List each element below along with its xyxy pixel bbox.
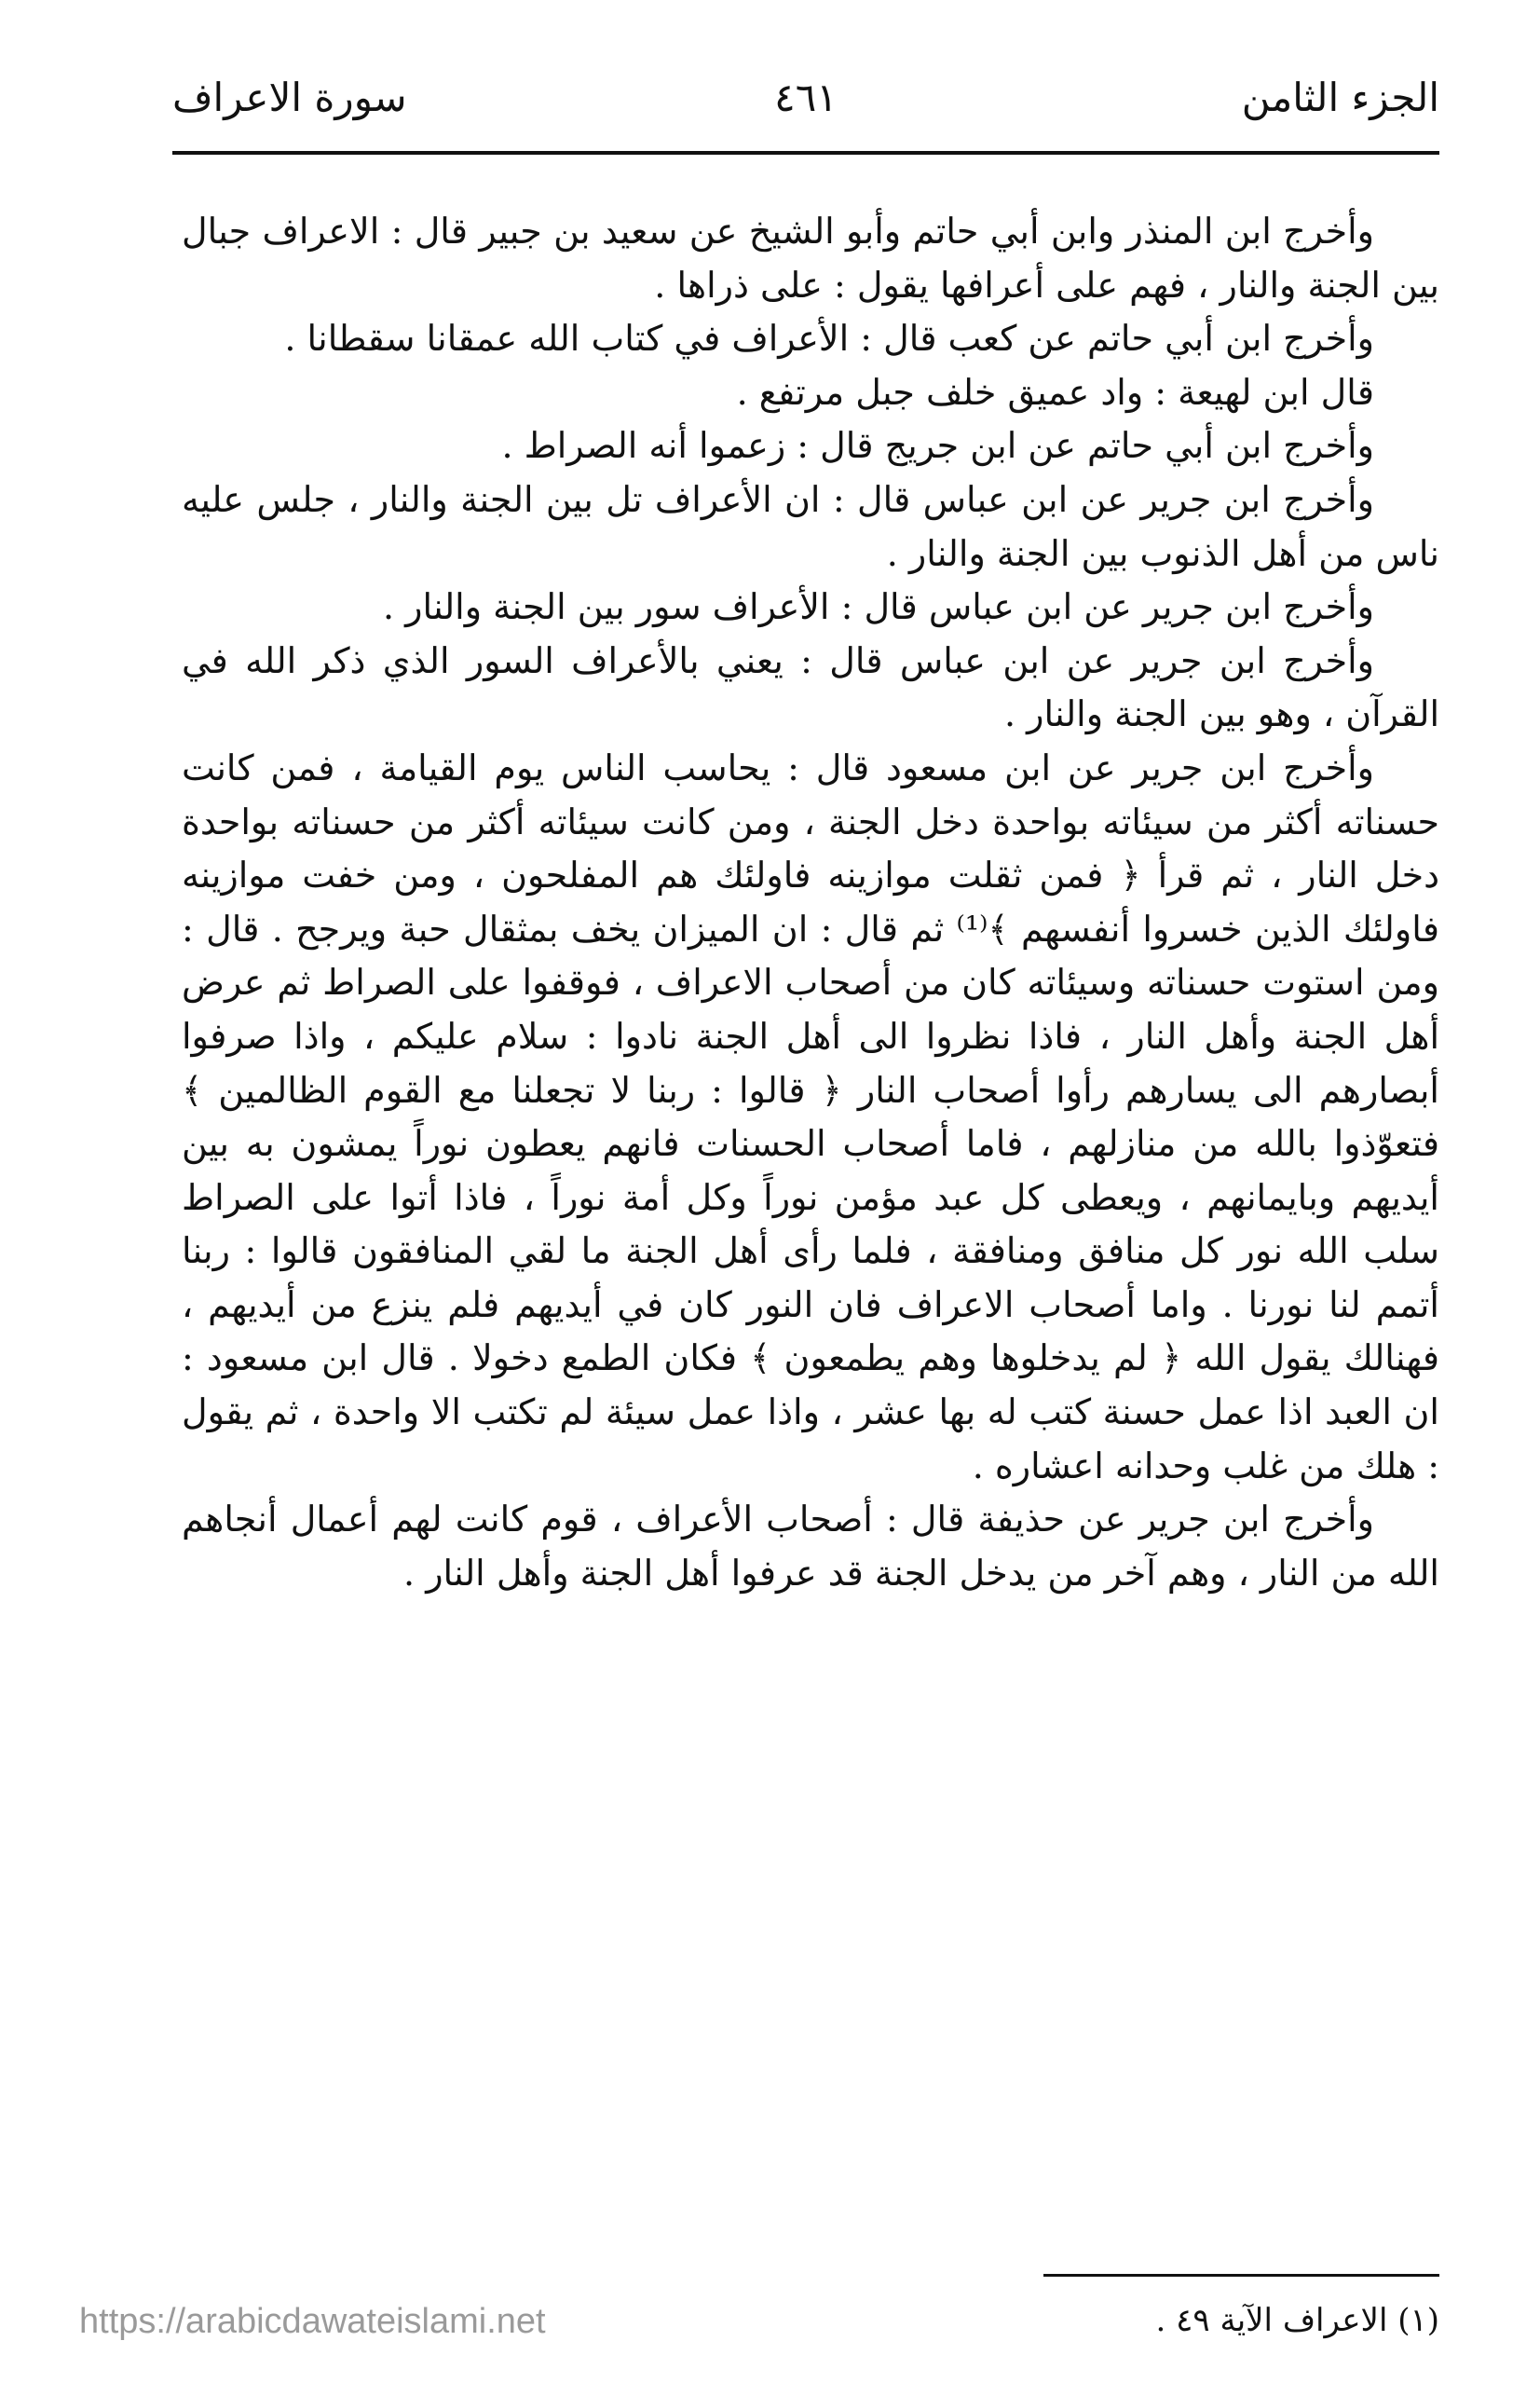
paragraph: وأخرج ابن جرير عن حذيفة قال : أصحاب الأعراف ، قوم كانت لهم أعمال أنجاهم الله من النار ، وهم آخر من يدخل الجنة قد عرفوا أهل الجنة وأهل النار . [182, 1499, 1439, 1594]
surah-title: سورة الاعراف [172, 75, 407, 120]
paragraph: وأخرج ابن المنذر وابن أبي حاتم وأبو الشيخ عن سعيد بن جبير قال : الاعراف جبال بين الجنة والنار ، فهم على أعرافها يقول : على ذراها . [182, 211, 1439, 306]
paragraph: قال ابن لهيعة : واد عميق خلف جبل مرتفع . [736, 371, 1374, 413]
paragraph: وأخرج ابن أبي حاتم عن كعب قال : الأعراف في كتاب الله عمقانا سقطانا . [284, 318, 1374, 360]
page-number: ٤٦١ [774, 75, 838, 120]
footnote: (١) الاعراف الآية ٤٩ . [1155, 2302, 1439, 2339]
footnote-divider [1043, 2274, 1439, 2277]
paragraph: وأخرج ابن أبي حاتم عن ابن جريج قال : زعموا أنه الصراط . [501, 425, 1374, 467]
paragraph: وأخرج ابن جرير عن ابن عباس قال : ان الأعراف تل بين الجنة والنار ، جلس عليه ناس من أهل الذنوب بين الجنة والنار . [182, 478, 1439, 574]
page-header [172, 65, 1439, 140]
paragraph: وأخرج ابن جرير عن ابن عباس قال : يعني بالأعراف السور الذي ذكر الله في القرآن ، وهو بين الجنة والنار . [182, 639, 1439, 735]
watermark-url: https://arabicdawateislami.net [79, 2302, 546, 2341]
header-divider [172, 151, 1439, 155]
paragraph: وأخرج ابن جرير عن ابن مسعود قال : يحاسب الناس يوم القيامة ، فمن كانت حسناته أكثر من سيئاته بواحدة دخل الجنة ، ومن كانت سيئاته أكثر من حسناته بواحدة دخل النار ، ثم قرأ ﴿ فمن ثقلت موازينه فاولئك هم المفلحون ، ومن خفت موازينه فاولئك الذين خسروا أنفسهم ﴾⁽¹⁾ ثم قال : ان الميزان يخف بمثقال حبة ويرجح . قال : ومن استوت حسناته وسيئاته كان من أصحاب الاعراف ، فوقفوا على الصراط ثم عرض أهل الجنة وأهل النار ، فاذا نظروا الى أهل الجنة نادوا : سلام عليكم ، واذا صرفوا أبصارهم الى يسارهم رأوا أصحاب النار ﴿ قالوا : ربنا لا تجعلنا مع القوم الظالمين ﴾ فتعوّذوا بالله من منازلهم ، فاما أصحاب الحسنات فانهم يعطون نوراً يمشون به بين أيديهم وبايمانهم ، ويعطى كل عبد مؤمن نوراً وكل أمة نوراً ، فاذا أتوا على الصراط سلب الله نور كل منافق ومنافقة ، فلما رأى أهل الجنة ما لقي المنافقون قالوا : ربنا أتمم لنا نورنا . واما أصحاب الاعراف فان النور كان في أيديهم فلم ينزع من أيديهم ، فهنالك يقول الله ﴿ لم يدخلوها وهم يطمعون ﴾ فكان الطمع دخولا . قال ابن مسعود : ان العبد اذا عمل حسنة كتب له بها عشر ، واذا عمل سيئة لم تكتب الا واحدة ، ثم يقول : هلك من غلب وحدانه اعشاره . [182, 746, 1439, 1486]
part-title: الجزء الثامن [1241, 75, 1439, 120]
main-text [182, 205, 1439, 1600]
paragraph: وأخرج ابن جرير عن ابن عباس قال : الأعراف سور بين الجنة والنار . [383, 586, 1374, 628]
